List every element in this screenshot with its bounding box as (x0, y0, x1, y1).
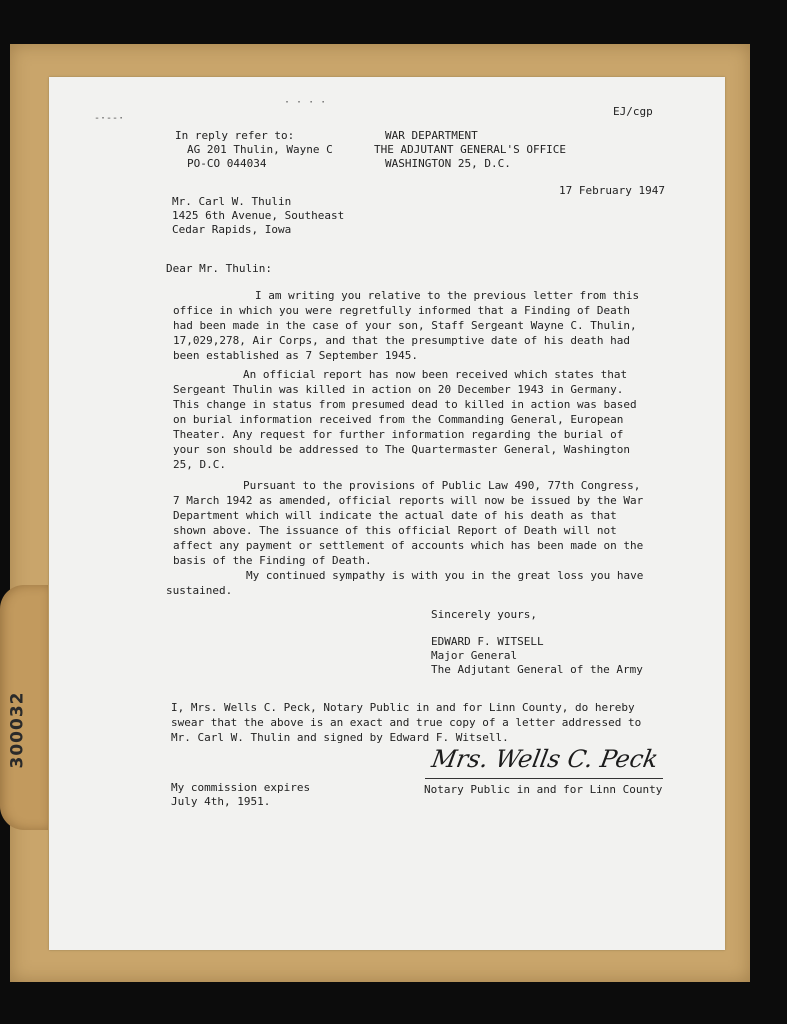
notary-statement: I, Mrs. Wells C. Peck, Notary Public in and for Linn County, do hereby swear that the above is an exact and true copy of a letter addressed to Mr. Carl W. Thulin and signed by Edward F. Witsell. (171, 701, 642, 744)
reply-ref-line3: PO-CO 044034 (187, 157, 267, 170)
recipient-line3: Cedar Rapids, Iowa (172, 223, 292, 236)
letter-sheet (49, 77, 725, 950)
folder-stamp-number (2, 675, 32, 785)
paragraph-2: An official report has now been received which states that Sergeant Thulin was killed in action on 20 December 1943 in Germany. This change in status from presumed dead to killed in action was based on burial information received from the Commanding General, European Theater. Any request for further information regarding the burial of your son should be addressed to The Quartermaster General, Washington 25, D.C. (173, 368, 637, 471)
sender-line1: WAR DEPARTMENT (385, 129, 478, 142)
salutation: Dear Mr. Thulin: (166, 262, 272, 275)
signer-title: The Adjutant General of the Army (431, 663, 643, 676)
signer-name: EDWARD F. WITSELL (431, 635, 544, 648)
page-specks-left: -·--· (94, 113, 125, 124)
signature-line (425, 778, 663, 779)
closing: Sincerely yours, (431, 608, 537, 621)
paragraph-4: My continued sympathy is with you in the great loss you have sustained. (166, 569, 644, 597)
page-specks: · · · · (284, 97, 327, 108)
typist-initials: EJ/cgp (613, 105, 653, 118)
letter-date: 17 February 1947 (559, 184, 665, 197)
commission-line1: My commission expires (171, 781, 311, 794)
paragraph-1: I am writing you relative to the previous letter from this office in which you were regretfully informed that a Finding of Death had been made in the case of your son, Staff Sergeant Wayne C. Thulin, 17,029,278, Air Corps, and that the presumptive date of his death had been established as 7 September 1945. (173, 289, 640, 362)
notary-signature: Mrs. Wells C. Peck (429, 745, 661, 773)
sender-line3: WASHINGTON 25, D.C. (385, 157, 511, 170)
notary-title: Notary Public in and for Linn County (424, 783, 663, 796)
recipient-line2: 1425 6th Avenue, Southeast (172, 209, 345, 222)
signer-rank: Major General (431, 649, 518, 662)
sender-line2: THE ADJUTANT GENERAL'S OFFICE (374, 143, 567, 156)
folder-stamp-text: 300032 (7, 691, 28, 769)
recipient-line1: Mr. Carl W. Thulin (172, 195, 292, 208)
commission-line2: July 4th, 1951. (171, 795, 271, 808)
paragraph-3: Pursuant to the provisions of Public Law 490, 77th Congress, 7 March 1942 as amended, official reports will now be issued by the War Department which will indicate the actual date of his death as that shown above. The issuance of this official Report of Death will not affect any payment or settlement of accounts which has been made on the basis of the Finding of Death. (173, 479, 644, 567)
reply-ref-line1: In reply refer to: (175, 129, 295, 142)
reply-ref-line2: AG 201 Thulin, Wayne C (187, 143, 333, 156)
